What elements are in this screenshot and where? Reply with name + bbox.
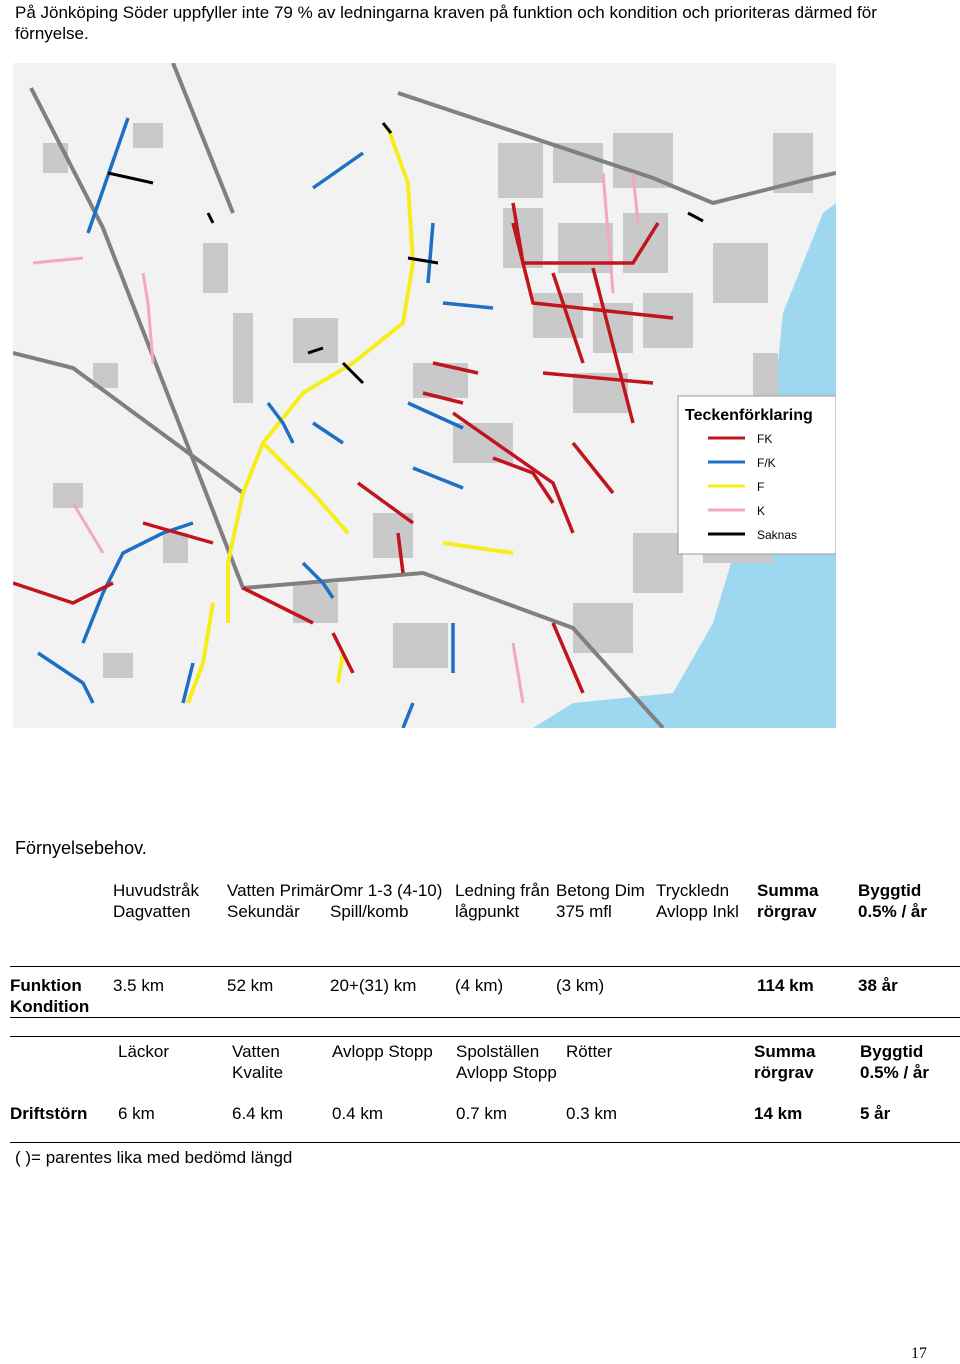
col-header: Huvudstråk Dagvatten [113, 881, 199, 921]
col-header: Betong Dim 375 mfl [556, 881, 645, 921]
cell: 5 år [860, 1103, 891, 1123]
cell: 0.7 km [456, 1103, 508, 1123]
cell: 52 km [227, 975, 274, 995]
cell [652, 1103, 754, 1143]
cell: 0.3 km [566, 1103, 618, 1123]
cell: 114 km [757, 975, 814, 995]
disruption-table [10, 1036, 960, 1143]
col-header: Läckor [118, 1042, 170, 1061]
col-header: Avlopp Stopp [332, 1042, 433, 1061]
network-map [13, 63, 836, 728]
cell [656, 966, 757, 1017]
col-header: Spolställen Avlopp Stopp [456, 1042, 557, 1082]
row-label: Driftstörn [10, 1103, 88, 1123]
col-header: Vatten Kvalite [232, 1042, 284, 1082]
cell: (4 km) [455, 975, 504, 995]
col-header: Byggtid 0.5% / år [858, 881, 927, 921]
col-header: Byggtid 0.5% / år [860, 1042, 929, 1082]
legend-label: Saknas [757, 528, 798, 542]
intro-text: På Jönköping Söder uppfyller inte 79 % av ledningarna kraven på funktion och kondition och prioriteras därmed för förnyelse. [15, 3, 877, 43]
legend-label: K [757, 504, 766, 518]
cell: 6.4 km [232, 1103, 284, 1123]
renewal-table [10, 880, 960, 1018]
cell: 6 km [118, 1103, 155, 1123]
page-number: 17 [911, 1345, 927, 1362]
legend-label: F/K [757, 456, 776, 470]
col-header [652, 1037, 754, 1103]
cell: (3 km) [556, 975, 605, 995]
col-header: Vatten Primär Sekundär [227, 881, 330, 921]
col-header: Tryckledn Avlopp Inkl [656, 881, 739, 921]
cell: 14 km [754, 1103, 803, 1123]
col-header: Ledning från lågpunkt [455, 881, 550, 921]
cell: 0.4 km [332, 1103, 384, 1123]
legend-label: FK [757, 432, 773, 446]
row-label: Funktion Kondition [10, 975, 90, 1016]
footnote: ( )= parentes lika med bedömd längd [15, 1148, 293, 1167]
cell: 38 år [858, 975, 898, 995]
legend-label: F [757, 480, 765, 494]
col-header: Omr 1-3 (4-10) Spill/komb [330, 881, 443, 921]
col-header: Summa rörgrav [757, 881, 819, 921]
legend-title: Teckenförklaring [685, 407, 813, 424]
section-title: Förnyelsebehov. [15, 838, 147, 858]
cell: 3.5 km [113, 975, 165, 995]
col-header: Rötter [566, 1042, 613, 1061]
col-header: Summa rörgrav [754, 1042, 816, 1082]
cell: 20+(31) km [330, 975, 417, 995]
